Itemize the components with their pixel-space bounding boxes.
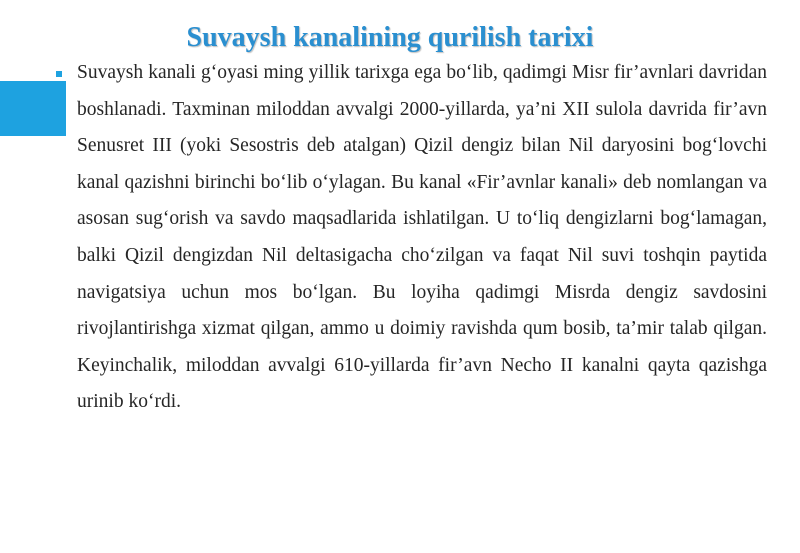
bullet-marker — [56, 71, 62, 77]
bullet-paragraph: Suvaysh kanali g‘oyasi ming yillik tarixga ega bo‘lib, qadimgi Misr fir’avnlari davridan boshlanadi. Taxminan miloddan avvalgi 2000-yillarda, ya’ni XII sulola davrida fir’avn Senusret III (yoki Sesostris deb atalgan) Qizil dengiz bilan Nil daryosini bog‘lovchi kanal qazishni birinchi bo‘lib o‘ylagan. Bu kanal «Fir’avnlar kanali» deb nomlangan va asosan sug‘orish va savdo maqsadlarida ishlatilgan. U to‘liq dengizlarni bog‘lamagan, balki Qizil dengizdan Nil deltasigacha cho‘zilgan va faqat Nil suvi toshqin paytida navigatsiya uchun mos bo‘lgan. Bu loyiha qadimgi Misrda dengiz savdosini rivojlantirishga xizmat qilgan, ammo u doimiy ravishda qum bosib, ta’mir talab qilgan. Keyinchalik, miloddan avvalgi 610-yillarda fir’avn Necho II kanalni qayta qazishga urinib ko‘rdi. — [77, 62, 767, 413]
accent-block — [0, 81, 66, 136]
slide-title: Suvaysh kanalining qurilish tarixi — [186, 22, 594, 53]
